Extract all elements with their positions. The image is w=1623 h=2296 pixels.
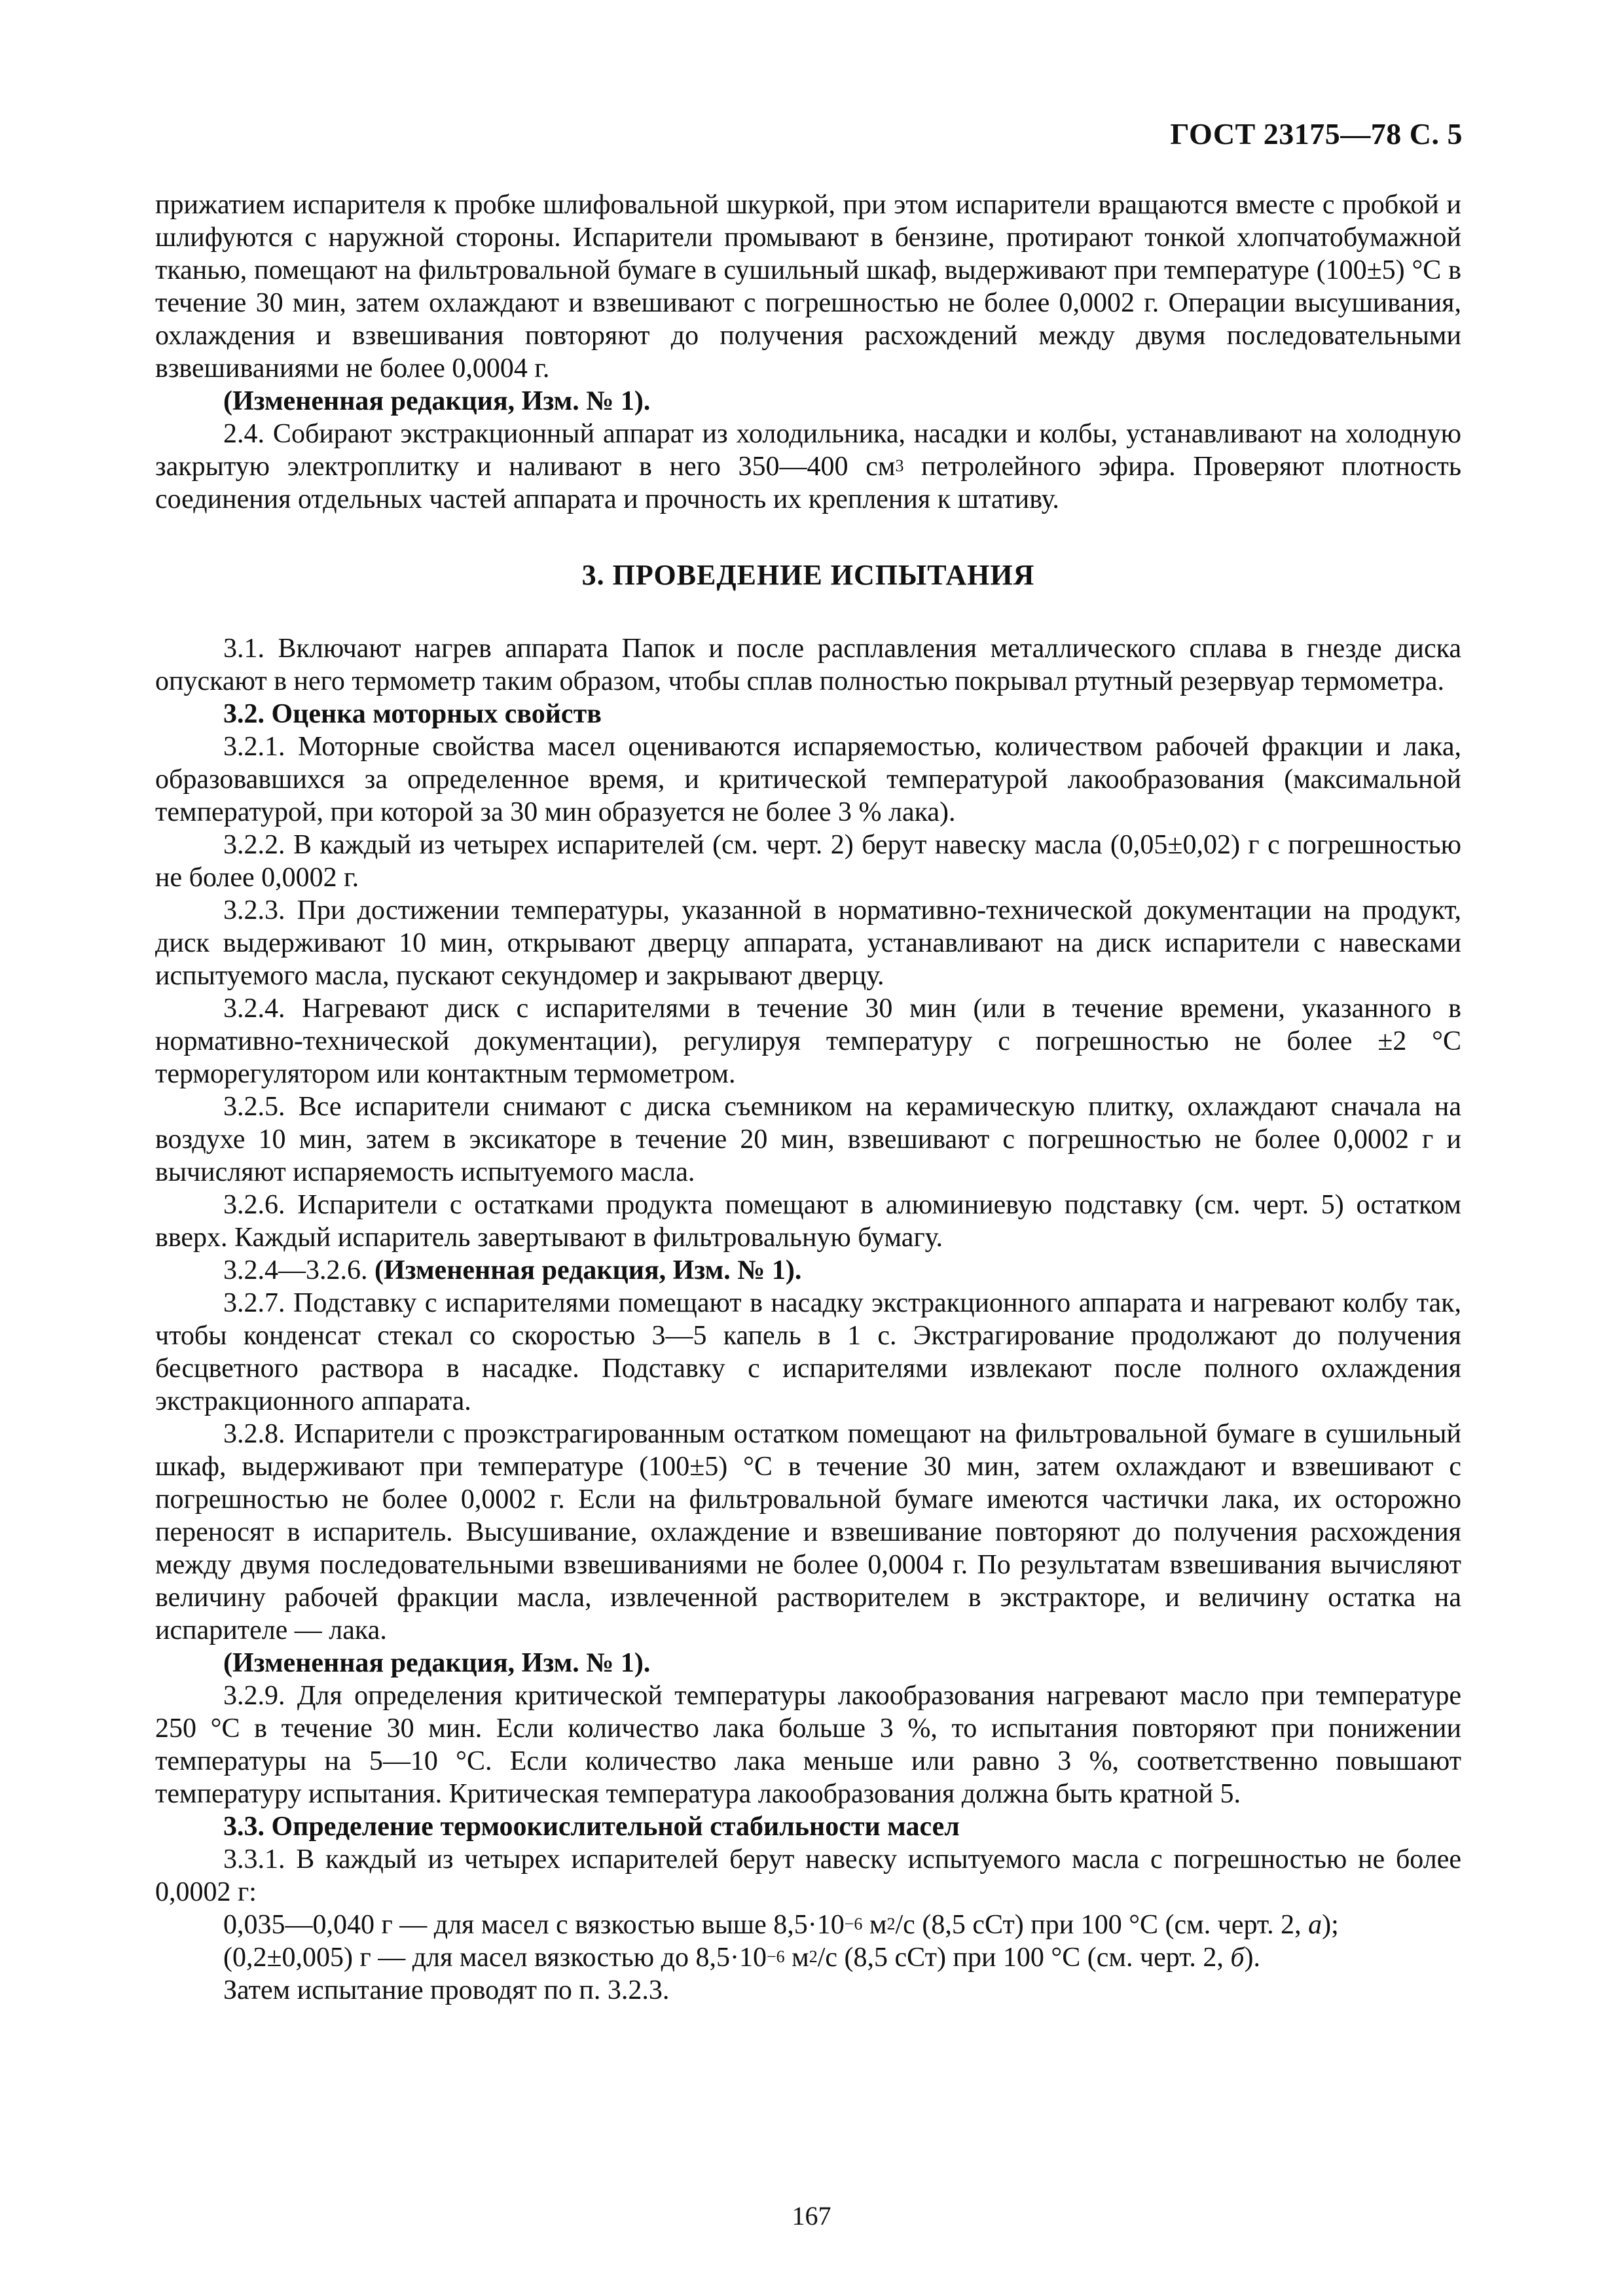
exponent: −6: [844, 1914, 863, 1933]
exponent: −6: [766, 1947, 785, 1966]
page-number: 167: [792, 2201, 831, 2231]
paragraph-2-4-text: 2.4. Собирают экстракционный аппарат из холодильника, насадки и колбы, устанавливают на холодную закрытую электроплитку и наливают в него 350—400 см: [155, 419, 1461, 482]
paragraph-3-2-6: 3.2.6. Испарители с остатками продукта помещают в алюминиевую подставку (см. черт. 5) остатком вверх. Каждый испаритель завертывают в фильтровальную бумагу.: [155, 1190, 1461, 1253]
square-exponent: 2: [809, 1947, 818, 1966]
item-a-text: 0,035—0,040 г — для масел с вязкостью выше 8,5·10: [223, 1910, 845, 1940]
closing-line: Затем испытание проводят по п. 3.2.3.: [223, 1975, 670, 2005]
item-a-text-2: /с (8,5 сСт) при 100 °С (см. черт. 2,: [895, 1910, 1309, 1940]
paragraph-2-4-text-end: петролейного эфира. Проверяют плотность соединения отдельных частей аппарата и прочность их крепления к штативу.: [155, 452, 1461, 514]
edition-range: 3.2.4—3.2.6.: [223, 1255, 374, 1285]
superscript: 3: [895, 456, 904, 475]
edition-note: (Измененная редакция, Изм. № 1).: [223, 386, 651, 416]
paragraph-3-2-4: 3.2.4. Нагревают диск с испарителями в течение 30 мин (или в течение времени, указанного в нормативно-технической документации), регулируя температуру с погрешностью не более ±2 °С терморегулятором или контактным термометром.: [155, 994, 1461, 1089]
subsection-heading-3-3: 3.3. Определение термоокислительной стабильности масел: [223, 1812, 960, 1842]
list-item-b: [155, 1941, 1461, 1974]
paragraph-3-2-7: 3.2.7. Подставку с испарителями помещают в насадку экстракционного аппарата и нагревают колбу так, чтобы конденсат стекал со скоростью 3—5 капель в 1 с. Экстрагирование продолжают до получения бесцветного раствора в насадке. Подставку с испарителями извлекают после полного охлаждения экстракционного аппарата.: [155, 1288, 1461, 1416]
paragraph-3-1: 3.1. Включают нагрев аппарата Папок и после расплавления металлического сплава в гнезде диска опускают в него термометр таким образом, чтобы сплав полностью покрывал ртутный резервуар термометра.: [155, 634, 1461, 696]
item-b-end: ).: [1244, 1943, 1260, 1973]
paragraph-3-2-8: 3.2.8. Испарители с проэкстрагированным остатком помещают на фильтровальной бумаге в сушильный шкаф, выдерживают при температуре (100±5) °С в течение 30 мин, затем охлаждают и взвешивают с погрешностью не более 0,0002 г. Если на фильтровальной бумаге имеются частички лака, их осторожно переносят в испаритель. Высушивание, охлаждение и взвешивание повторяют до получения расхождения между двумя последовательными взвешиваниями не более 0,0004 г. По результатам взвешивания вычисляют величину рабочей фракции масла, извлеченной растворителем в экстракторе, и величину остатка на испарителе — лака.: [155, 1419, 1461, 1645]
section-title: 3. ПРОВЕДЕНИЕ ИСПЫТАНИЯ: [581, 559, 1035, 591]
item-a-letter: а: [1308, 1910, 1322, 1940]
paragraph-3-2-9: 3.2.9. Для определения критической температуры лакообразования нагревают масло при температуре 250 °С в течение 30 мин. Если количество лака больше 3 %, то испытания повторяют при понижении температуры на 5—10 °С. Если количество лака меньше или равно 3 %, соответственно повышают температуру испытания. Критическая температура лакообразования должна быть кратной 5.: [155, 1681, 1461, 1809]
square-exponent: 2: [886, 1914, 896, 1933]
list-item-a: [155, 1909, 1461, 1941]
paragraph-2-4: [155, 418, 1461, 516]
paragraph-3-2-5: 3.2.5. Все испарители снимают с диска съемником на керамическую плитку, охлаждают сначала на воздухе 10 мин, затем в эксикаторе в течение 20 мин, взвешивают с погрешностью не более 0,0002 г и вычисляют испаряемость испытуемого масла.: [155, 1092, 1461, 1187]
edition-note-2: (Измененная редакция, Изм. № 1).: [223, 1648, 651, 1678]
item-a-end: );: [1322, 1910, 1339, 1940]
item-b-text-2: /с (8,5 сСт) при 100 °С (см. черт. 2,: [817, 1943, 1231, 1973]
edition-note-range: [155, 1254, 1461, 1287]
item-a-unit: м: [862, 1910, 887, 1940]
item-b-unit: м: [784, 1943, 809, 1973]
item-b-letter: б: [1230, 1943, 1245, 1973]
paragraph-3-2-2: 3.2.2. В каждый из четырех испарителей (см. черт. 2) берут навеску масла (0,05±0,02) г с погрешностью не более 0,0002 г.: [155, 830, 1461, 893]
paragraph-3-2-1: 3.2.1. Моторные свойства масел оцениваются испаряемостью, количеством рабочей фракции и лака, образовавшихся за определенное время, и критической температурой лакообразования (максимальной температурой, при которой за 30 мин образуется не более 3 % лака).: [155, 732, 1461, 827]
paragraph-3-3-1: 3.3.1. В каждый из четырех испарителей берут навеску испытуемого масла с погрешностью не более 0,0002 г:: [155, 1844, 1461, 1907]
item-b-text: (0,2±0,005) г — для масел вязкостью до 8,5·10: [223, 1943, 767, 1973]
subsection-heading-3-2: 3.2. Оценка моторных свойств: [223, 699, 602, 729]
page-content: [155, 188, 1461, 2007]
page-header: ГОСТ 23175—78 С. 5: [1170, 117, 1463, 151]
intro-paragraph: прижатием испарителя к пробке шлифовальной шкуркой, при этом испарители вращаются вместе с пробкой и шлифуются с наружной стороны. Испарители промывают в бензине, протирают тонкой хлопчатобумажной тканью, помещают на фильтровальной бумаге в сушильный шкаф, выдерживают при температуре (100±5) °С в течение 30 мин, затем охлаждают и взвешивают с погрешностью не более 0,0002 г. Операции высушивания, охлаждения и взвешивания повторяют до получения расхождений между двумя последовательными взвешиваниями не более 0,0004 г.: [155, 190, 1461, 384]
edition-range-label: (Измененная редакция, Изм. № 1).: [374, 1255, 802, 1285]
paragraph-3-2-3: 3.2.3. При достижении температуры, указанной в нормативно-технической документации на продукт, диск выдерживают 10 мин, открывают дверцу аппарата, устанавливают на диск испарители с навесками испытуемого масла, пускают секундомер и закрывают дверцу.: [155, 895, 1461, 991]
